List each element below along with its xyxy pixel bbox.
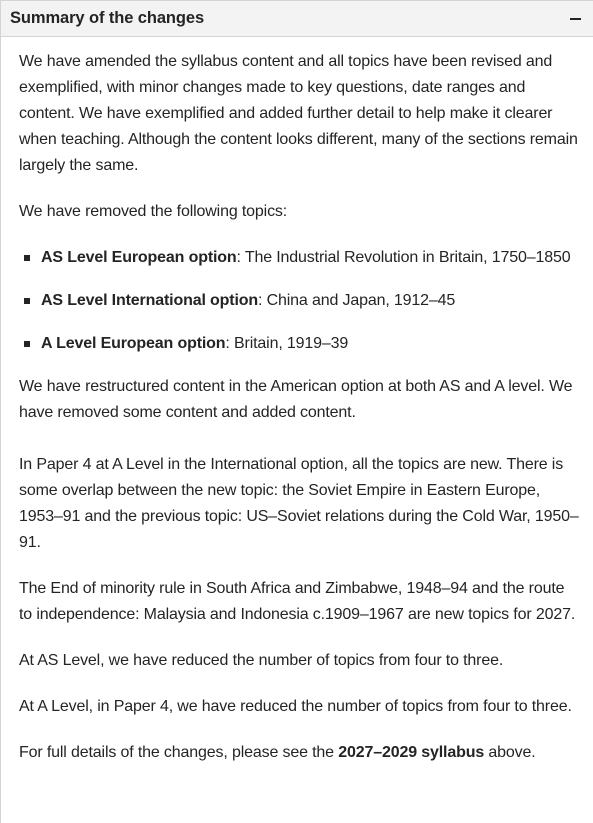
accordion-title: Summary of the changes (10, 9, 205, 27)
removed-topics-list (19, 245, 579, 357)
full-details-suffix: above. (484, 744, 536, 761)
topic-text: : China and Japan, 1912–45 (258, 292, 456, 309)
accordion-header[interactable] (1, 0, 593, 37)
syllabus-link[interactable]: 2027–2029 syllabus (338, 744, 485, 761)
topic-label: AS Level International option (41, 292, 259, 309)
intro-paragraph: We have amended the syllabus content and all topics have been revised and exemplified, with minor changes made to key questions, date ranges and content. We have exemplified and added further detail to help make it clearer when teaching. Although the content looks different, many of the sections remain largely the same. (19, 53, 578, 174)
topic-text: : Britain, 1919–39 (225, 335, 349, 352)
topic-text: : The Industrial Revolution in Britain, 1750–1850 (236, 249, 571, 266)
a-level-paragraph: At A Level, in Paper 4, we have reduced the number of topics from four to three. (19, 698, 572, 715)
as-level-paragraph: At AS Level, we have reduced the number of topics from four to three. (19, 652, 504, 669)
paper4-paragraph: In Paper 4 at A Level in the International option, all the topics are new. There is some overlap between the new topic: the Soviet Empire in Eastern Europe, 1953–91 and the previous topic: US–Soviet relations during the Cold War, 1950–91. (19, 456, 579, 551)
removed-topics-lead: We have removed the following topics: (19, 203, 288, 220)
topic-label: AS Level European option (41, 249, 237, 266)
topic-label: A Level European option (41, 335, 226, 352)
list-item (41, 288, 579, 314)
list-item (41, 331, 579, 357)
new-topics-paragraph: The End of minority rule in South Africa and Zimbabwe, 1948–94 and the route to independence: Malaysia and Indonesia c.1909–1967 are new topics for 2027. (19, 580, 576, 623)
restructured-paragraph: We have restructured content in the American option at both AS and A level. We have removed some content and added content. (19, 378, 573, 421)
list-item (41, 245, 579, 271)
full-details-paragraph (19, 740, 579, 766)
accordion-body (1, 37, 593, 766)
minus-icon[interactable] (570, 18, 581, 20)
full-details-prefix: For full details of the changes, please see the (19, 744, 339, 761)
